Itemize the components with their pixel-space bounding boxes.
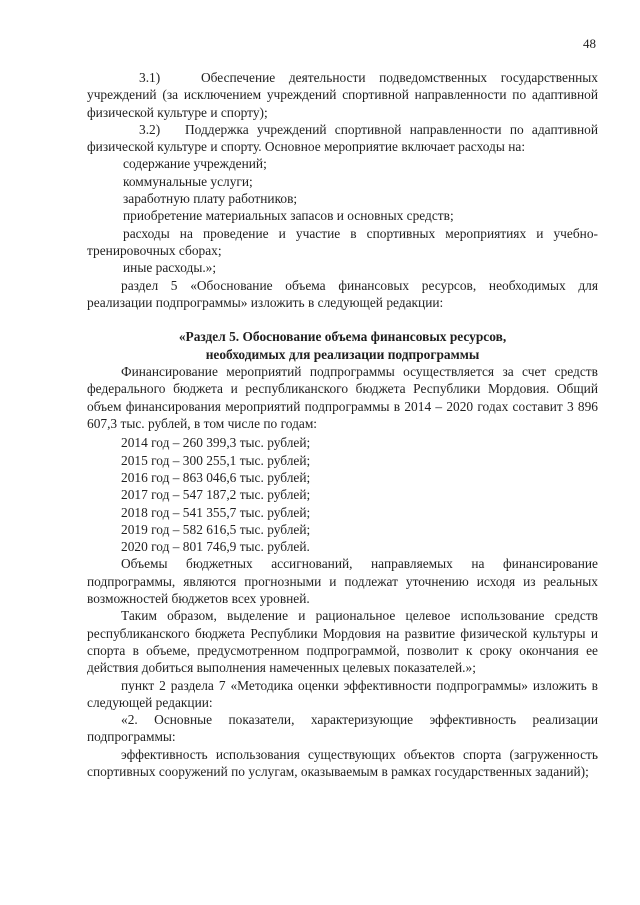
year-item: 2016 год – 863 046,6 тыс. рублей; bbox=[121, 469, 311, 485]
year-item: 2017 год – 547 187,2 тыс. рублей; bbox=[121, 487, 311, 503]
list-item: иные расходы.»; bbox=[123, 260, 217, 276]
year-item: 2018 год – 541 355,7 тыс. рублей; bbox=[121, 504, 311, 520]
document-body bbox=[87, 69, 598, 780]
page-number: 48 bbox=[583, 36, 596, 51]
section5-heading bbox=[87, 328, 598, 363]
financing-paragraph: Финансирование мероприятий подпрограммы осуществляется за счет средств федерального бюджета и республиканского бюджета Республики Мордовия. Общий объем финансирования мероприятий подпрограммы в 2014 – 2020 годах составит 3 896 607,3 тыс. рублей, в том числе по годам: bbox=[87, 364, 598, 432]
indicators-intro: «2. Основные показатели, характеризующие эффективность реализации подпрограммы: bbox=[87, 712, 598, 745]
section5-heading-line1: «Раздел 5. Обоснование объема финансовых ресурсов, bbox=[178, 329, 507, 345]
year-item: 2020 год – 801 746,9 тыс. рублей. bbox=[121, 539, 310, 555]
section5-intro: раздел 5 «Обоснование объема финансовых ресурсов, необходимых для реализации подпрограммы» изложить в следующей редакции: bbox=[87, 277, 598, 310]
budget-paragraph: Объемы бюджетных ассигнований, направляемых на финансирование подпрограммы, являются прогнозными и подлежат уточнению исходя из реальных возможностей бюджетов всех уровней. bbox=[87, 556, 598, 607]
expenses-list bbox=[87, 155, 598, 276]
list-item: расходы на проведение и участие в спортивных мероприятиях и учебно-тренировочных сборах; bbox=[87, 225, 598, 258]
list-item: приобретение материальных запасов и основных средств; bbox=[123, 208, 454, 224]
list-item: коммунальные услуги; bbox=[123, 173, 253, 189]
year-item: 2019 год – 582 616,5 тыс. рублей; bbox=[121, 521, 311, 537]
paragraph-3-1: 3.1) Обеспечение деятельности подведомственных государственных учреждений (за исключением учреждений спортивной направленности по адаптивной физической культуре и спорту); bbox=[87, 70, 598, 120]
conclusion-paragraph: Таким образом, выделение и рациональное целевое использование средств республиканского бюджета Республики Мордовия на развитие физической культуры и спорта в объеме, предусмотренном подпрограммой, позволит к сроку окончания ее действия добиться выполнения намеченных целевых показателей.»; bbox=[87, 608, 598, 676]
section7-intro: пункт 2 раздела 7 «Методика оценки эффективности подпрограммы» изложить в следующей редакции: bbox=[87, 677, 598, 710]
year-item: 2014 год – 260 399,3 тыс. рублей; bbox=[121, 435, 311, 451]
years-list bbox=[87, 434, 598, 555]
year-item: 2015 год – 300 255,1 тыс. рублей; bbox=[121, 452, 311, 468]
list-item: содержание учреждений; bbox=[123, 156, 267, 172]
section5-heading-line2: необходимых для реализации подпрограммы bbox=[205, 346, 480, 362]
indicator-paragraph: эффективность использования существующих объектов спорта (загруженность спортивных сооружений по услугам, оказываемым в рамках государственных заданий); bbox=[87, 746, 598, 779]
list-item: заработную плату работников; bbox=[123, 191, 298, 207]
paragraph-3-2: 3.2) Поддержка учреждений спортивной направленности по адаптивной физической культуре и спорту. Основное мероприятие включает расходы на: bbox=[87, 121, 598, 155]
